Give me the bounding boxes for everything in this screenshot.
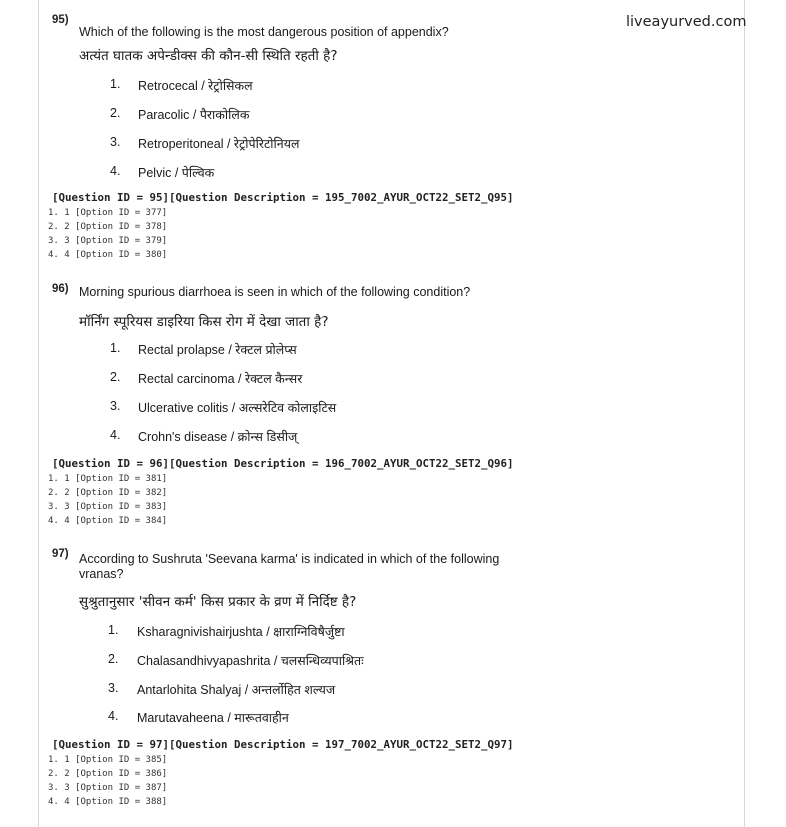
question-number: 97) — [52, 548, 69, 560]
question-meta: [Question ID = 96][Question Description = 196_7002_AYUR_OCT22_SET2_Q96] — [52, 457, 514, 470]
option-text: Chalasandhivyapashrita / चलसन्धिव्यपाश्रितः — [137, 654, 364, 668]
question-meta: [Question ID = 95][Question Description = 195_7002_AYUR_OCT22_SET2_Q95] — [52, 191, 514, 204]
option-id-line: 2. 2 [Option ID = 386] — [48, 769, 168, 779]
option-id-line: 1. 1 [Option ID = 377] — [48, 208, 168, 218]
question-text: Morning spurious diarrhoea is seen in which of the following condition? — [79, 285, 471, 299]
option-id-line: 4. 4 [Option ID = 384] — [48, 516, 168, 526]
option-number: 2. — [110, 370, 121, 384]
option-id-line: 2. 2 [Option ID = 382] — [48, 488, 168, 498]
option-id-line: 4. 4 [Option ID = 388] — [48, 797, 168, 807]
option-text: Crohn's disease / क्रोन्स डिसीज् — [138, 430, 298, 444]
question-text: Which of the following is the most dangerous position of appendix? — [79, 25, 449, 39]
option-text: Retroperitoneal / रेट्रोपेरिटोनियल — [138, 137, 300, 151]
option-text: Pelvic / पेल्विक — [138, 166, 215, 180]
option-id-line: 4. 4 [Option ID = 380] — [48, 250, 168, 260]
option-number: 4. — [110, 164, 121, 178]
option-text: Paracolic / पैराकोलिक — [138, 108, 250, 122]
option-id-line: 3. 3 [Option ID = 383] — [48, 502, 168, 512]
option-number: 3. — [110, 399, 121, 413]
option-id-line: 1. 1 [Option ID = 381] — [48, 474, 168, 484]
option-number: 1. — [110, 77, 121, 91]
option-number: 4. — [108, 709, 119, 723]
option-id-line: 3. 3 [Option ID = 379] — [48, 236, 168, 246]
option-id-line: 3. 3 [Option ID = 387] — [48, 783, 168, 793]
option-text: Marutavaheena / मारूतवाहीन — [137, 711, 289, 725]
question-number: 96) — [52, 283, 69, 295]
option-number: 3. — [110, 135, 121, 149]
watermark: liveayurved.com — [626, 14, 747, 30]
page-border-right — [744, 0, 745, 827]
option-text: Antarlohita Shalyaj / अन्तर्लोहित शल्यज — [137, 683, 336, 697]
option-text: Retrocecal / रेट्रोसिकल — [138, 79, 253, 93]
option-text: Ulcerative colitis / अल्सरेटिव कोलाइटिस — [138, 401, 337, 415]
question-text-hindi: अत्यंत घातक अपेन्डीक्स की कौन-सी स्थिति रहती है? — [79, 48, 338, 64]
option-number: 3. — [108, 681, 119, 695]
option-number: 1. — [108, 623, 119, 637]
option-id-line: 2. 2 [Option ID = 378] — [48, 222, 168, 232]
option-number: 1. — [110, 341, 121, 355]
option-number: 2. — [110, 106, 121, 120]
option-text: Rectal prolapse / रेक्टल प्रोलेप्स — [138, 343, 297, 357]
question-meta: [Question ID = 97][Question Description = 197_7002_AYUR_OCT22_SET2_Q97] — [52, 738, 514, 751]
question-text-hindi: सुश्रुतानुसार 'सीवन कर्म' किस प्रकार के व्रण में निर्दिष्ट है? — [79, 594, 357, 610]
option-id-line: 1. 1 [Option ID = 385] — [48, 755, 168, 765]
option-text: Ksharagnivishairjushta / क्षाराग्निविषैर्जुष्टा — [137, 625, 345, 639]
option-text: Rectal carcinoma / रेक्टल कैन्सर — [138, 372, 303, 386]
option-number: 4. — [110, 428, 121, 442]
page-border-left — [38, 0, 39, 827]
question-number: 95) — [52, 14, 69, 26]
option-number: 2. — [108, 652, 119, 666]
question-text-hindi: मॉर्निंग स्पूरियस डाइरिया किस रोग में देखा जाता है? — [79, 314, 329, 330]
question-text: According to Sushruta 'Seevana karma' is indicated in which of the following vranas? — [79, 552, 500, 581]
